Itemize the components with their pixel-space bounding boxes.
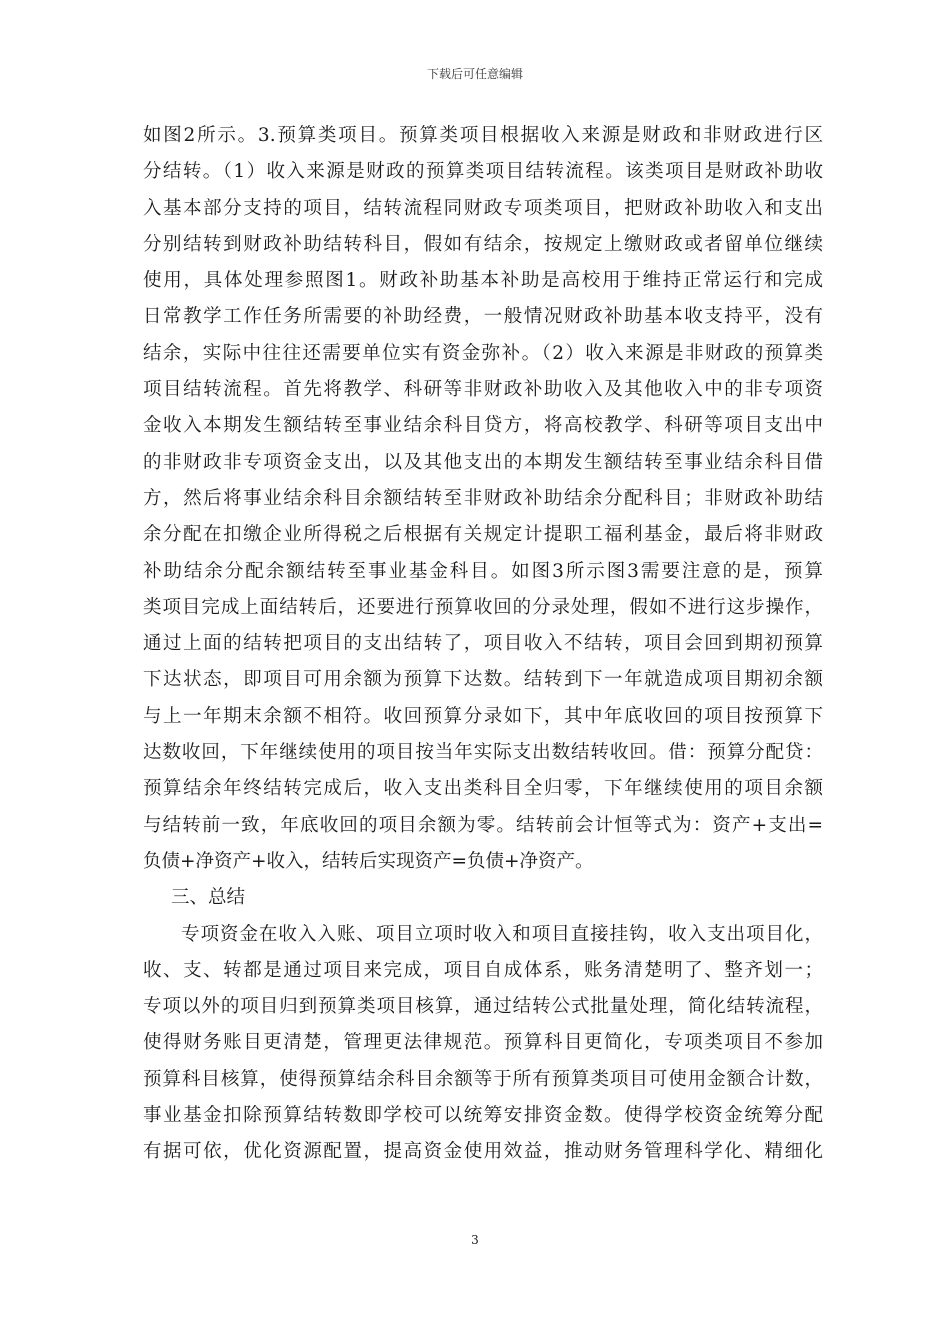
text-line: 分别结转到财政补助结转科目，假如有结余，按规定上缴财政或者留单位继续: [143, 233, 823, 255]
section-heading: 三、总结: [171, 887, 246, 909]
text-line: 方，然后将事业结余科目余额结转至非财政补助结余分配科目；非财政补助结: [143, 487, 823, 509]
text-line: 日常教学工作任务所需要的补助经费，一般情况财政补助基本收支持平，没有: [143, 306, 823, 328]
text-line: 与结转前一致，年底收回的项目余额为零。结转前会计恒等式为：资产+支出=: [143, 814, 823, 836]
text-line: 达数收回，下年继续使用的项目按当年实际支出数结转收回。借：预算分配贷：: [143, 742, 823, 764]
text-line: 通过上面的结转把项目的支出结转了，项目收入不结转，项目会回到期初预算: [143, 633, 823, 655]
text-line: 使用，具体处理参照图1。财政补助基本补助是高校用于维持正常运行和完成: [143, 270, 823, 292]
text-line: 下达状态，即项目可用余额为预算下达数。结转到下一年就造成项目期初余额: [143, 669, 823, 691]
text-line: 收、支、转都是通过项目来完成，项目自成体系，账务清楚明了、整齐划一；: [143, 959, 823, 981]
text-line: 补助结余分配余额结转至事业基金科目。如图3所示图3需要注意的是，预算: [143, 560, 823, 582]
text-line: 负债+净资产+收入，结转后实现资产=负债+净资产。: [143, 850, 594, 872]
text-line: 专项资金在收入入账、项目立项时收入和项目直接挂钩，收入支出项目化，: [181, 923, 823, 945]
text-line: 预算结余年终结转完成后，收入支出类科目全归零，下年继续使用的项目余额: [143, 778, 823, 800]
text-line: 余分配在扣缴企业所得税之后根据有关规定计提职工福利基金，最后将非财政: [143, 524, 823, 546]
text-line: 与上一年期末余额不相符。收回预算分录如下，其中年底收回的项目按预算下: [143, 705, 823, 727]
text-line: 入基本部分支持的项目，结转流程同财政专项类项目，把财政补助收入和支出: [143, 197, 823, 219]
text-line: 事业基金扣除预算结转数即学校可以统筹安排资金数。使得学校资金统筹分配: [143, 1105, 823, 1127]
text-line: 使得财务账目更清楚，管理更法律规范。预算科目更简化，专项类项目不参加: [143, 1032, 823, 1054]
text-line: 专项以外的项目归到预算类项目核算，通过结转公式批量处理，简化结转流程，: [143, 996, 823, 1018]
document-body: [143, 118, 823, 1171]
page-number: 3: [471, 1233, 479, 1247]
text-line: 预算科目核算，使得预算结余科目余额等于所有预算类项目可使用金额合计数，: [143, 1068, 823, 1090]
page-header: 下载后可任意编辑: [426, 67, 523, 81]
text-line: 结余，实际中往往还需要单位实有资金弥补。（2）收入来源是非财政的预算类: [143, 342, 823, 364]
text-line: 有据可依，优化资源配置，提高资金使用效益，推动财务管理科学化、精细化: [143, 1141, 823, 1163]
text-line: 分结转。（1）收入来源是财政的预算类项目结转流程。该类项目是财政补助收: [143, 161, 823, 183]
text-line: 的非财政非专项资金支出，以及其他支出的本期发生额结转至事业结余科目借: [143, 451, 823, 473]
text-line: 项目结转流程。首先将教学、科研等非财政补助收入及其他收入中的非专项资: [143, 379, 823, 401]
text-line: 金收入本期发生额结转至事业结余科目贷方，将高校教学、科研等项目支出中: [143, 415, 823, 437]
text-line: 如图2所示。3.预算类项目。预算类项目根据收入来源是财政和非财政进行区: [143, 125, 823, 146]
text-line: 类项目完成上面结转后，还要进行预算收回的分录处理，假如不进行这步操作，: [143, 596, 823, 618]
